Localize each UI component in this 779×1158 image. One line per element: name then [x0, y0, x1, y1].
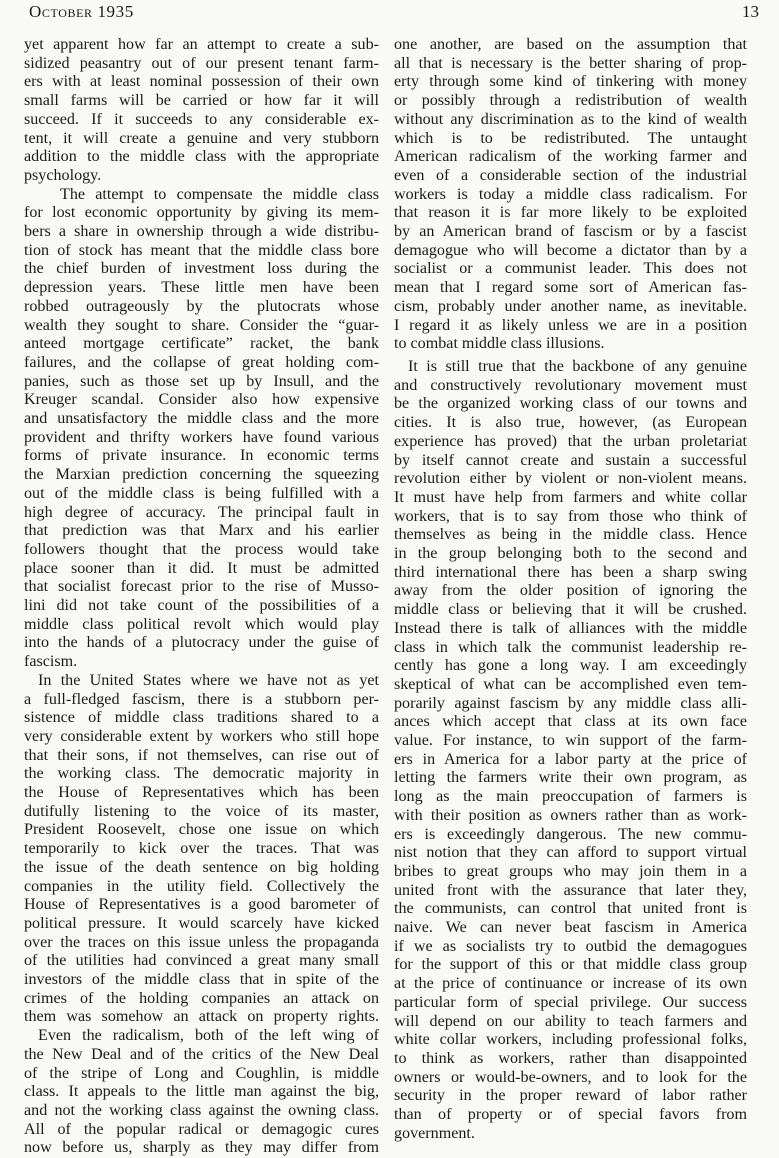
text-line: the Marxian prediction concerning the squeezing — [24, 466, 379, 484]
text-line: security in the proper reward of labor rather — [394, 1087, 747, 1105]
text-line: cism, probably under another name, as inevitable. — [394, 297, 747, 315]
text-line: naive. We can never beat fascism in America — [394, 919, 747, 936]
text-line: sidized peasantry out of our present tenant farm- — [24, 54, 379, 72]
text-line: the working class. The democratic majority in — [24, 765, 379, 783]
text-line: ances which accept that class at its own face — [394, 713, 747, 731]
text-line: nist notion that they can afford to support virtual — [394, 844, 747, 862]
text-line: demagogue who will become a dictator than by a — [394, 241, 747, 259]
text-line: than of property or of special favors from — [394, 1106, 747, 1123]
text-line: and unsatisfactory the middle class and the more — [24, 410, 379, 427]
text-line: revolution either by violent or non-violent means. — [394, 470, 747, 488]
text-line: socialist or a communist leader. This does not — [394, 260, 747, 278]
text-line: over the traces on this issue unless the propaganda — [24, 933, 379, 951]
text-line: Instead there is talk of alliances with the middle — [394, 619, 747, 637]
text-line: them was somehow an attack on property rights. — [24, 1008, 379, 1026]
text-line: that socialist forecast prior to the rise of Musso- — [24, 578, 379, 596]
text-line: small farms will be carried or how far it will — [24, 92, 379, 110]
text-line: temporarily to kick over the traces. That was — [24, 840, 379, 858]
text-line: bers a share in ownership through a wide distribu- — [24, 223, 379, 240]
text-line: I regard it as likely unless we are in a position — [394, 316, 747, 334]
text-line: All of the popular radical or demagogic cures — [24, 1120, 379, 1138]
text-line: House of Representatives is a good barometer of — [24, 896, 379, 914]
text-line: middle class or believing that it will be crushed. — [394, 601, 747, 619]
text-line: American radicalism of the working farmer and — [394, 148, 747, 166]
text-line: bribes to great groups who may join them in a — [394, 862, 747, 880]
text-line: government. — [394, 1124, 475, 1142]
text-line: failures, and the collapse of great holding com- — [24, 353, 379, 371]
text-line: Kreuger scandal. Consider also how expensive — [24, 391, 379, 409]
text-line: investors of the middle class that in spite of the — [24, 971, 379, 988]
text-line: that their sons, if not themselves, can rise out of — [24, 746, 379, 764]
text-line: white collar workers, including professional folks, — [394, 1031, 747, 1049]
text-line: political pressure. It would scarcely have kicked — [24, 914, 379, 932]
text-line: third international there has been a sharp swing — [394, 563, 747, 581]
text-line: tion of stock has meant that the middle class bore — [24, 241, 379, 259]
text-line: the House of Representatives which has been — [24, 784, 379, 801]
text-line: united front with the assurance that later they, — [394, 881, 747, 899]
text-line: companies in the utility field. Collectively the — [24, 877, 379, 895]
text-line: now before us, sharply as they may differ from — [24, 1139, 379, 1157]
text-line: a full-fledged fascism, there is a stubborn per- — [24, 690, 379, 708]
text-line: skeptical of what can be accomplished even tem- — [394, 675, 747, 693]
text-line: of the utilities had convinced a great many small — [24, 952, 379, 970]
text-line: tent, it will create a genuine and very stubborn — [24, 129, 379, 147]
text-line: wealth they sought to share. Consider the “guar- — [24, 316, 379, 334]
text-line: that prediction was that Marx and his earlier — [24, 522, 379, 540]
text-line: It is still true that the backbone of any genuine — [408, 358, 747, 375]
text-line: the issue of the death sentence on big holding — [24, 858, 379, 876]
text-line: or possibly through a redistribution of wealth — [394, 92, 747, 110]
text-line: It must have help from farmers and white collar — [394, 488, 747, 506]
text-line: cities. It is also true, however, (as European — [394, 414, 747, 432]
text-line: Even the radicalism, both of the left wing of — [38, 1027, 379, 1045]
page-number: 13 — [742, 2, 759, 21]
text-line: middle class political revolt which would play — [24, 615, 379, 633]
text-line: very considerable extent by workers who still hope — [24, 727, 379, 745]
text-line: value. For instance, to win support of the farm- — [394, 732, 747, 749]
text-line: by an American brand of fascism or by a fascist — [394, 223, 747, 240]
text-line: addition to the middle class with the appropriate — [24, 148, 379, 166]
text-line: psychology. — [24, 166, 102, 184]
text-line: at the price of continuance or increase of its own — [394, 975, 747, 993]
text-line: to combat middle class illusions. — [394, 335, 605, 353]
text-line: The attempt to compensate the middle class — [60, 185, 379, 203]
text-line: one another, are based on the assumption that — [394, 36, 747, 53]
text-line: of the stripe of Long and Coughlin, is middle — [24, 1064, 379, 1082]
text-line: cently has gone a long way. I am exceedingly — [394, 657, 747, 675]
text-line: themselves as being in the middle class. Hence — [394, 526, 747, 544]
text-line: lini did not take count of the possibilities of a — [24, 597, 379, 614]
text-line: class. It appeals to the little man against the big, — [24, 1083, 379, 1101]
text-line: will depend on our ability to teach farmers and — [394, 1012, 747, 1030]
text-line: workers, that is to say from those who think of — [394, 507, 747, 525]
text-line: place sooner than it did. It must be admitted — [24, 559, 379, 577]
text-line: ers with at least nominal possession of their own — [24, 73, 379, 91]
text-line: with their position as owners rather than as work- — [394, 806, 747, 824]
text-line: letting the farmers write their own program, as — [394, 769, 747, 787]
text-line: forms of private insurance. In economic terms — [24, 447, 379, 465]
text-line: out of the middle class is being fulfilled with a — [24, 484, 379, 502]
text-line: all that is necessary is the better sharing of prop- — [394, 54, 747, 72]
text-line: In the United States where we have not as yet — [38, 671, 379, 689]
text-line: workers is today a middle class radicalism. For — [394, 185, 747, 203]
text-line: to think as workers, rather than disappointed — [394, 1049, 747, 1067]
text-line: for the support of this or that middle class group — [394, 956, 747, 974]
text-line: ers is exceedingly dangerous. The new commu- — [394, 825, 747, 843]
text-line: and constructively revolutionary movement must — [394, 376, 747, 394]
text-line: owners or would-be-owners, and to look for the — [394, 1068, 747, 1086]
text-line: for lost economic opportunity by giving its mem- — [24, 204, 379, 222]
text-line: long as the main preoccupation of farmers is — [394, 788, 747, 806]
text-line: sistence of middle class traditions shared to a — [24, 709, 379, 727]
text-line: particular form of special privilege. Our success — [394, 993, 747, 1011]
text-line: dutifully listening to the voice of its master, — [24, 802, 379, 820]
text-line: yet apparent how far an attempt to create a sub- — [24, 36, 379, 53]
text-line: the chief burden of investment loss during the — [24, 260, 379, 278]
text-line: followers thought that the process would take — [24, 540, 379, 558]
issue-date: October 1935 — [29, 2, 134, 21]
text-line: which is to be redistributed. The untaught — [394, 129, 747, 147]
text-line: ers in America for a labor party at the price of — [394, 750, 747, 768]
running-head — [0, 0, 779, 30]
text-line: class in which talk the communist leadership re- — [394, 638, 747, 656]
text-line: the communists, can control that united front is — [394, 900, 747, 918]
text-line: be the organized working class of our towns and — [394, 395, 747, 413]
text-line: and not the working class against the owning class. — [24, 1101, 379, 1119]
text-line: high degree of accuracy. The principal fault in — [24, 503, 379, 521]
text-line: anteed mortgage certificate” racket, the bank — [24, 335, 379, 353]
text-line: provident and thrifty workers have found various — [24, 428, 379, 446]
text-line: mean that I regard some sort of American fas- — [394, 279, 747, 297]
text-line: that reason it is far more likely to be exploited — [394, 204, 747, 222]
text-line: if we as socialists try to outbid the demagogues — [394, 937, 747, 955]
text-line: fascism. — [24, 653, 78, 671]
text-line: without any discrimination as to the kind of wealth — [394, 110, 747, 128]
text-line: away from the older position of ignoring the — [394, 582, 747, 600]
text-line: in the group belonging both to the second and — [394, 545, 747, 562]
text-line: the New Deal and of the critics of the New Deal — [24, 1045, 379, 1063]
text-line: depression years. These little men have been — [24, 279, 379, 297]
text-line: panies, such as those set up by Insull, and the — [24, 372, 379, 390]
text-line: experience has proved) that the urban proletariat — [394, 432, 747, 450]
text-line: crimes of the holding companies an attack on — [24, 989, 379, 1007]
text-line: President Roosevelt, chose one issue on which — [24, 821, 379, 839]
text-line: porarily against fascism by any middle class alli- — [394, 694, 747, 712]
text-line: even of a considerable section of the industrial — [394, 166, 747, 184]
text-line: by itself cannot create and sustain a successful — [394, 451, 747, 469]
text-line: succeed. If it succeeds to any considerable ex- — [24, 110, 379, 128]
text-line: erty through some kind of tinkering with money — [394, 73, 747, 91]
text-line: robbed outrageously by the plutocrats whose — [24, 297, 379, 315]
text-line: into the hands of a plutocracy under the guise of — [24, 634, 379, 652]
